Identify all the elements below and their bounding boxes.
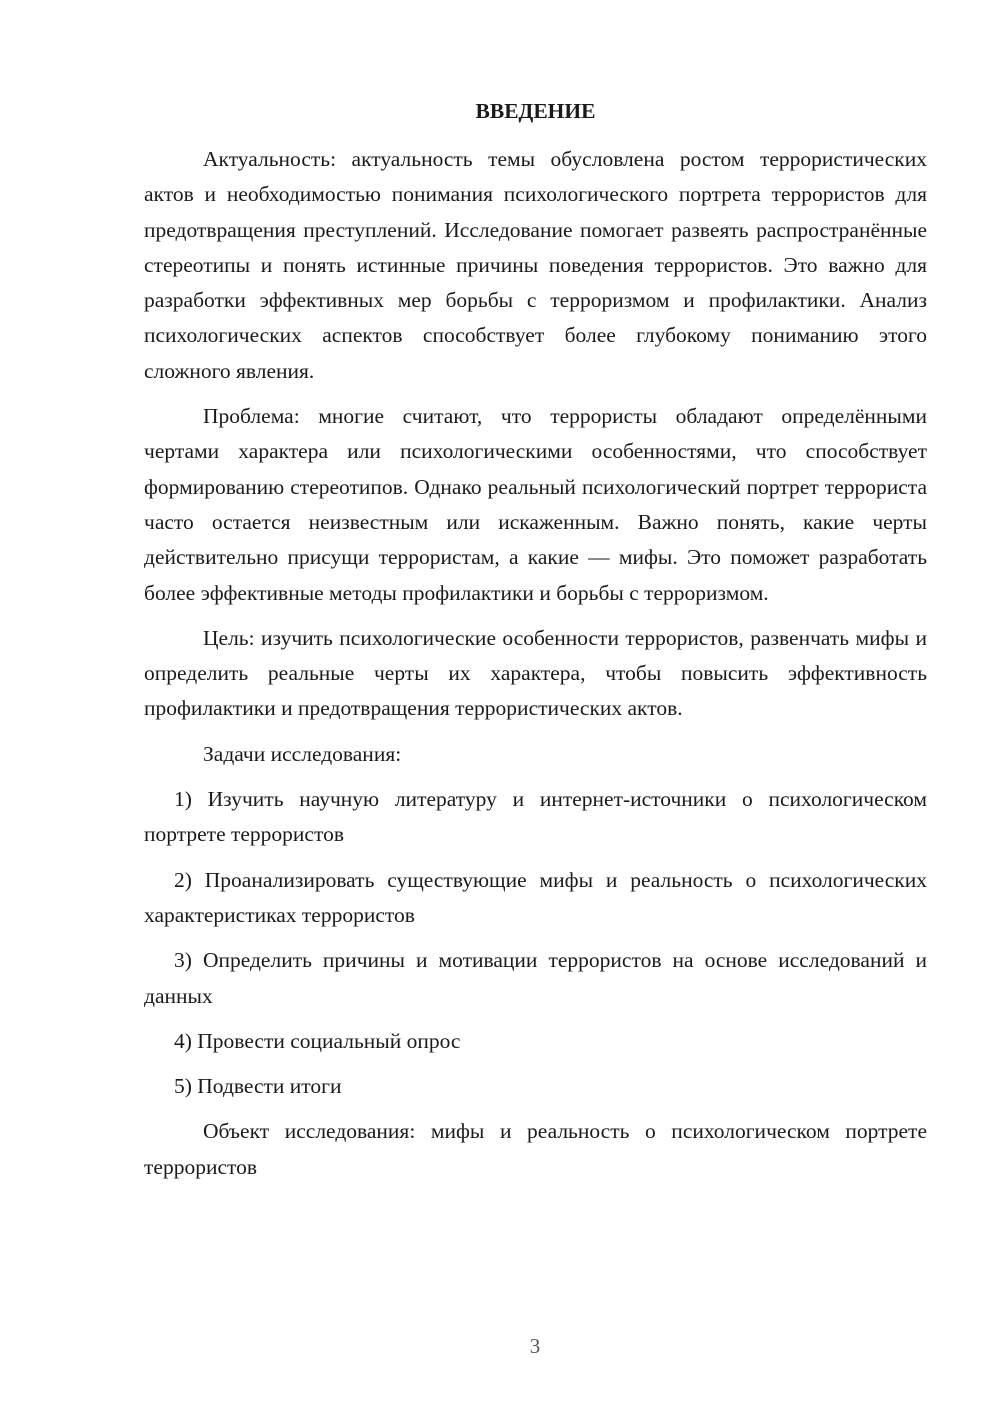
- tasks-heading: Задачи исследования:: [203, 741, 402, 766]
- section-title: ВВЕДЕНИЕ: [475, 99, 596, 123]
- problem-paragraph: Проблема: многие считают, что террористы обладают определёнными чертами характера или психологическими особенностями, что способствует формированию стереотипов. Однако реальный психологический портрет террориста часто остается неизвестным или искаженным. Важно понять, какие черты действительно присущи террористам, а какие — мифы. Это поможет разработать более эффективные методы профилактики и борьбы с терроризмом.: [144, 404, 927, 605]
- task-item: 4) Провести социальный опрос: [174, 1028, 461, 1053]
- page-number: 3: [529, 1334, 541, 1358]
- document-page: [144, 94, 927, 1195]
- task-item: 5) Подвести итоги: [174, 1074, 342, 1099]
- task-item: 2) Проанализировать существующие мифы и реальность о психологических характеристиках террористов: [144, 867, 927, 927]
- goal-paragraph: Цель: изучить психологические особенности террористов, развенчать мифы и определить реальные черты их характера, чтобы повысить эффективность профилактики и предотвращения террористических актов.: [144, 625, 927, 721]
- task-item: 1) Изучить научную литературу и интернет-источники о психологическом портрете террористов: [144, 787, 927, 847]
- relevance-paragraph: Актуальность: актуальность темы обусловлена ростом террористических актов и необходимостью понимания психологического портрета террористов для предотвращения преступлений. Исследование помогает развеять распространённые стереотипы и понять истинные причины поведения террористов. Это важно для разработки эффективных мер борьбы с терроризмом и профилактики. Анализ психологических аспектов способствует более глубокому пониманию этого сложного явления.: [144, 147, 927, 383]
- research-object-paragraph: Объект исследования: мифы и реальность о психологическом портрете террористов: [144, 1119, 927, 1179]
- task-item: 3) Определить причины и мотивации террористов на основе исследований и данных: [144, 948, 927, 1008]
